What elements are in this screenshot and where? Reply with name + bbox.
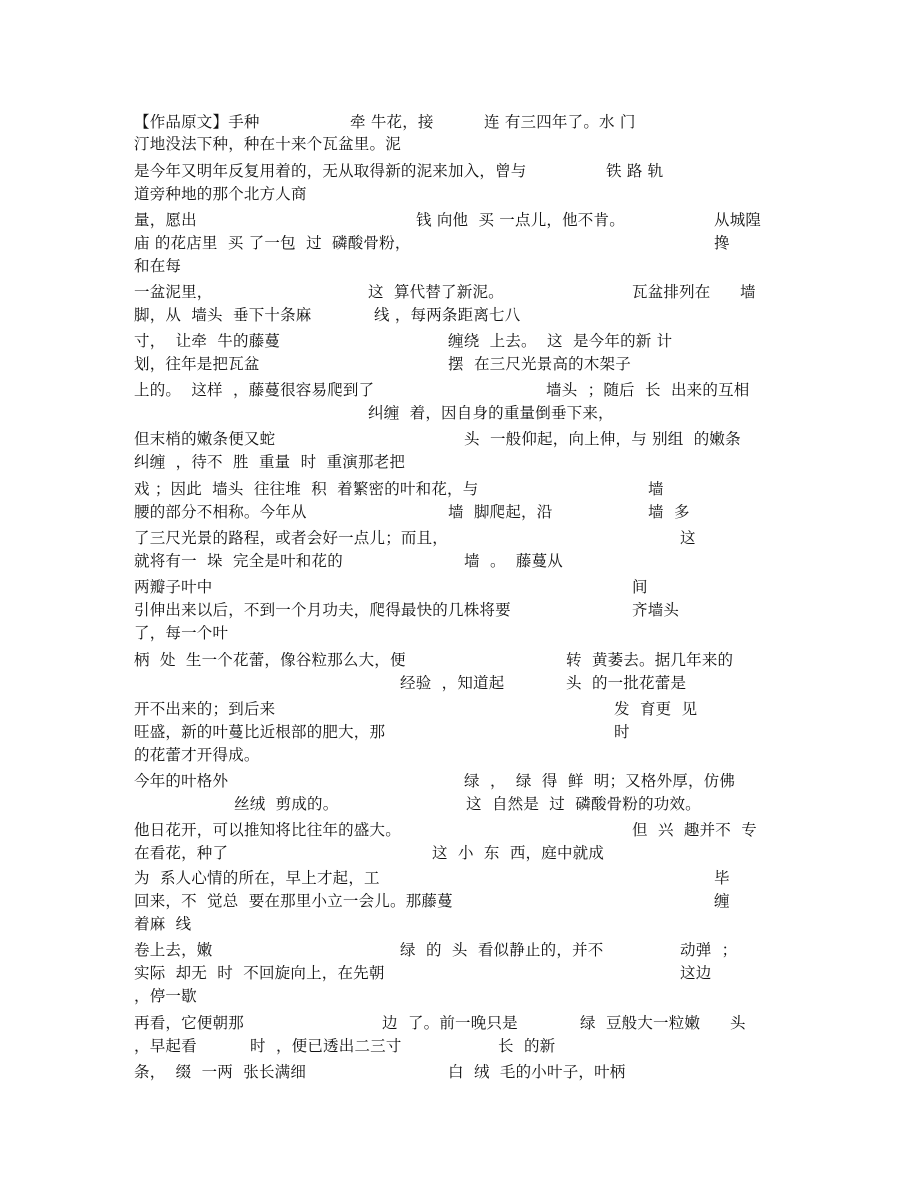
text-line: 量，愿出 [134, 211, 197, 229]
text-line: 脚，从 墙头 垂下十条麻 [134, 306, 312, 324]
text-line: 这边 [680, 964, 712, 982]
text-line: 条， 缀 一两 张长满细 [134, 1063, 307, 1081]
text-line: 纠缠 ，待不 胜 重量 时 重演那老把 [134, 453, 406, 471]
text-line: 绿 的 头 看似静止的，并不 [400, 941, 604, 959]
text-line: ，早起看 [134, 1037, 197, 1055]
text-line: 两瓣子叶中 [134, 578, 213, 596]
text-line: 卷上去，嫩 [134, 941, 213, 959]
text-line: 是今年又明年反复用着的，无从取得新的泥来加入，曾与 [134, 162, 527, 180]
text-line: 墙 。 藤蔓从 [464, 552, 564, 570]
text-line: 墙 多 [648, 503, 690, 521]
text-line: 再看，它便朝那 [134, 1014, 244, 1032]
text-line: 一盆泥里， [134, 283, 213, 301]
text-line: 间 [632, 578, 648, 596]
text-line: 丝绒 剪成的。 [234, 795, 339, 813]
text-line: 但末梢的嫩条便又蛇 [134, 430, 276, 448]
text-line: ，停一歇 [134, 987, 197, 1005]
text-line: 这 [680, 529, 696, 547]
text-line: 墙 脚爬起，沿 [448, 503, 553, 521]
text-line: 道旁种地的那个北方人商 [134, 185, 307, 203]
text-line: 寸， 让牵 牛的藤蔓 [134, 332, 281, 350]
text-line: 这 算代替了新泥。 [368, 283, 504, 301]
text-line: 在看花，种了 [134, 844, 229, 862]
text-line: 但 兴 趣并不 专 [632, 821, 757, 839]
text-line: 今年的叶格外 [134, 772, 229, 790]
text-line: 绿 ， 绿 得 鲜 明；又格外厚，仿佛 [464, 772, 736, 790]
text-line: 着麻 线 [134, 915, 192, 933]
text-line: 他日花开，可以推知将比往年的盛大。 [134, 821, 401, 839]
text-line: 汀地没法下种，种在十来个瓦盆里。泥 [134, 135, 401, 153]
text-line: 了，每一个叶 [134, 624, 229, 642]
text-line: 经验 ，知道起 [400, 674, 505, 692]
text-line: 【作品原文】手种 [134, 113, 260, 131]
text-line: 这 小 东 西，庭中就成 [432, 844, 605, 862]
text-line: 柄 处 生一个花蕾，像谷粒那么大，便 [134, 651, 406, 669]
text-line: 动弹 ； [680, 941, 738, 959]
text-line: 边 了。前一晚只是 [382, 1014, 518, 1032]
text-line: 转 黄萎去。据几年来的 [566, 651, 734, 669]
text-line: 就将有一 垛 完全是叶和花的 [134, 552, 343, 570]
text-line: 铁 路 轨 [606, 162, 664, 180]
text-line: 旺盛，新的叶蔓比近根部的肥大，那 [134, 723, 386, 741]
text-line: 长 的新 [498, 1037, 556, 1055]
text-line: 钱 向他 买 一点儿，他不肯。 [416, 211, 625, 229]
text-line: 庙 的花店里 买 了一包 过 磷酸骨粉， [134, 234, 411, 252]
text-line: 头 的一批花蕾是 [566, 674, 687, 692]
text-line: 这 自然是 过 磷酸骨粉的功效。 [466, 795, 701, 813]
text-line: 回来，不 觉总 要在那里小立一会儿。那藤蔓 [134, 892, 453, 910]
text-line: 发 育更 见 [614, 700, 698, 718]
text-line: 了三尺光景的路程，或者会好一点儿；而且， [134, 529, 449, 547]
text-line: 的花蕾才开得成。 [134, 746, 260, 764]
text-line: 连 有三四年了。水 门 [484, 113, 636, 131]
text-line: 纠缠 着，因自身的重量倒垂下来， [368, 404, 614, 422]
text-line: 划，往年是把瓦盆 [134, 355, 260, 373]
text-line: 头 一般仰起，向上伸，与 别组 的嫩条 [464, 430, 741, 448]
text-line: 齐墙头 [632, 601, 680, 619]
text-line: 为 系人心情的所在，早上才起，工 [134, 869, 380, 887]
text-line: 引伸出来以后，不到一个月功夫，爬得最快的几株将要 [134, 601, 511, 619]
text-line: 时 ，便已透出二三寸 [250, 1037, 402, 1055]
text-line: 时 [614, 723, 630, 741]
text-line: 缠 [714, 892, 730, 910]
text-line: 墙 [740, 283, 756, 301]
text-line: 墙 [648, 480, 664, 498]
text-line: 从城隍 [714, 211, 762, 229]
text-line: 开不出来的；到后来 [134, 700, 276, 718]
text-line: 牵 牛花，接 [350, 113, 434, 131]
text-line: 线 ，每两条距离七八 [374, 306, 521, 324]
text-line: 缠绕 上去。 这 是今年的新 计 [448, 332, 673, 350]
text-line: 腰的部分不相称。今年从 [134, 503, 307, 521]
text-line: 瓦盆排列在 [632, 283, 711, 301]
text-line: 墙头 ；随后 长 出来的互相 [546, 381, 750, 399]
text-line: 毕 [714, 869, 730, 887]
text-line: 和在每 [134, 257, 182, 275]
text-line: 白 绒 毛的小叶子，叶柄 [448, 1063, 626, 1081]
text-line: 戏 ；因此 墙头 往往堆 积 着繁密的叶和花，与 [134, 480, 479, 498]
text-line: 摆 在三尺光景高的木架子 [448, 355, 631, 373]
text-line: 头 [730, 1014, 746, 1032]
text-line: 绿 豆般大一粒嫩 [580, 1014, 701, 1032]
text-line: 上的。 这样 ，藤蔓很容易爬到了 [134, 381, 375, 399]
text-line: 实际 却无 时 不回旋向上，在先朝 [134, 964, 385, 982]
text-line: 搀 [714, 234, 730, 252]
